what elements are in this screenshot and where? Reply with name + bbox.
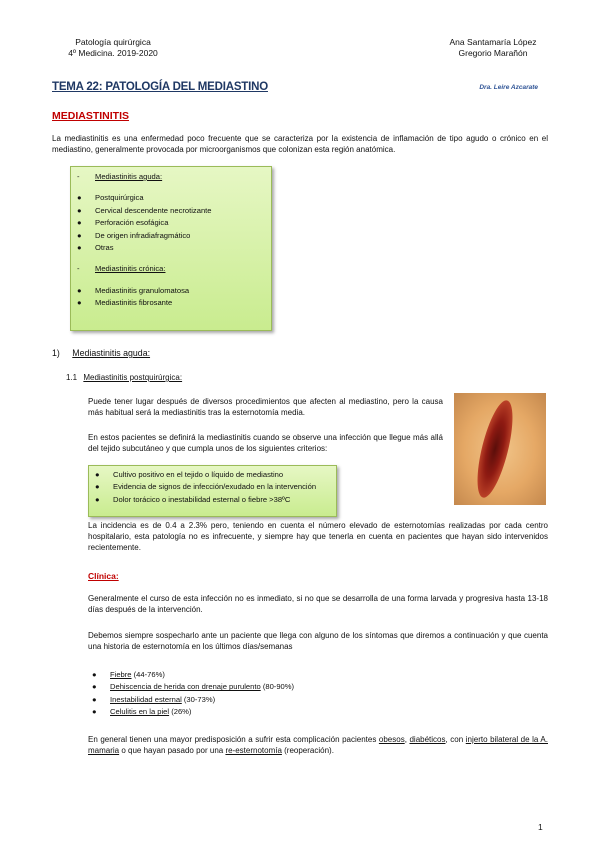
bullet-icon: ●: [92, 707, 97, 717]
header-left: [58, 37, 168, 59]
document-title: TEMA 22: PATOLOGÍA DEL MEDIASTINO: [52, 81, 268, 93]
chronic-heading: Mediastinitis crónica:: [95, 264, 166, 274]
acute-heading: Mediastinitis aguda:: [95, 172, 163, 181]
document-author: Dra. Leire Azcarate: [479, 84, 538, 91]
bullet-icon: ●: [77, 243, 82, 253]
list-item: ● Inestabilidad esternal (30-73%): [86, 694, 446, 706]
intro-paragraph: La mediastinitis es una enfermedad poco frecuente que se caracteriza por la existencia de inflamación de tipo agudo o crónico en el mediastino, generalmente provocada por microorganismos que colonizan esta región anatómica.: [52, 134, 548, 154]
list-item: ● Postquirúrgica: [71, 192, 271, 204]
header-right: [438, 37, 548, 59]
bullet-icon: ●: [92, 682, 97, 692]
bullet-icon: ●: [92, 670, 97, 679]
list-item: ● Mediastinitis fibrosante: [71, 297, 271, 309]
list-item: ● Evidencia de signos de infección/exudado en la intervención: [89, 481, 336, 493]
acute-heading-row: - Mediastinitis aguda:: [77, 172, 163, 181]
header-course: Patología quirúrgica: [75, 37, 151, 47]
bullet-icon: ●: [77, 205, 82, 215]
chronic-heading-row: - Mediastinitis crónica:: [77, 264, 166, 274]
list-item: ● Perforación esofágica: [71, 217, 271, 229]
paragraph-criteria-intro: En estos pacientes se definirá la mediastinitis cuando se observe una infección que llegue más allá del tejido subcutáneo y que cumpla unos de los siguientes criterios:: [88, 433, 443, 453]
heading-1: 1) Mediastinitis aguda:: [52, 348, 151, 358]
paragraph-postsurgical: Puede tener lugar después de diversos procedimientos que afecten al mediastino, pero la causa más habitual será la mediastinitis tras la esternotomía media.: [88, 397, 443, 417]
bullet-icon: ●: [95, 494, 100, 504]
list-item: ● Dehiscencia de herida con drenaje purulento (80-90%): [86, 681, 446, 693]
paragraph-course: Generalmente el curso de esta infección no es inmediato, si no que se desarrolla de una forma larvada y progresiva hasta 13-18 días después de la intervención.: [88, 594, 548, 614]
list-item: ● Dolor torácico o inestabilidad esternal o fiebre >38ºC: [89, 494, 336, 506]
list-item: ● Cervical descendente necrotizante: [71, 205, 271, 217]
bullet-icon: ●: [77, 230, 82, 240]
paragraph-predisposition: En general tienen una mayor predisposición a sufrir esta complicación pacientes obesos, diabéticos, con injerto bilateral de la A. mamaria o que hayan pasado por una re-esternotomía (reoperación).: [88, 735, 548, 755]
list-item: ● Mediastinitis granulomatosa: [71, 285, 271, 297]
clinica-heading: Clínica:: [88, 571, 119, 581]
paragraph-suspicion: Debemos siempre sospecharlo ante un paciente que llega con alguno de los síntomas que diremos a continuación y que cuenta una historia de esternotomía en los últimos días/semanas: [88, 631, 548, 651]
list-item: ● Cultivo positivo en el tejido o líquido de mediastino: [89, 469, 336, 481]
page-number: 1: [538, 822, 543, 832]
wound-shape: [470, 397, 519, 500]
symptoms-list: [86, 669, 446, 719]
bullet-icon: ●: [77, 218, 82, 228]
sternal-wound-image: [454, 393, 546, 505]
bullet-icon: ●: [95, 470, 100, 479]
summary-box: [70, 166, 272, 331]
bullet-icon: ●: [77, 298, 82, 308]
header-student: Ana Santamaría López: [449, 37, 537, 47]
paragraph-incidence: La incidencia es de 0.4 a 2.3% pero, teniendo en cuenta el número elevado de esternotomías realizadas por cada centro hospitalario, esta patología no es infrecuente, y siempre hay que tenerla en cuenta en pacientes que hayan sido intervenidos recientemente.: [88, 521, 548, 552]
bullet-icon: ●: [77, 193, 82, 203]
bullet-icon: ●: [92, 694, 97, 704]
list-item: ● Otras: [71, 242, 271, 254]
section-title: MEDIASTINITIS: [52, 110, 130, 122]
bullet-icon: ●: [95, 482, 100, 492]
list-item: ● Fiebre (44-76%): [86, 669, 446, 681]
heading-1-1: 1.1 Mediastinitis postquirúrgica:: [66, 373, 183, 382]
list-item: ● Celulitis en la piel (26%): [86, 706, 446, 718]
bullet-icon: ●: [77, 285, 82, 295]
criteria-box: [88, 465, 337, 517]
header-year: 4º Medicina. 2019-2020: [68, 48, 158, 58]
header-hospital: Gregorio Marañón: [458, 48, 528, 58]
list-item: ● De origen infradiafragmático: [71, 230, 271, 242]
